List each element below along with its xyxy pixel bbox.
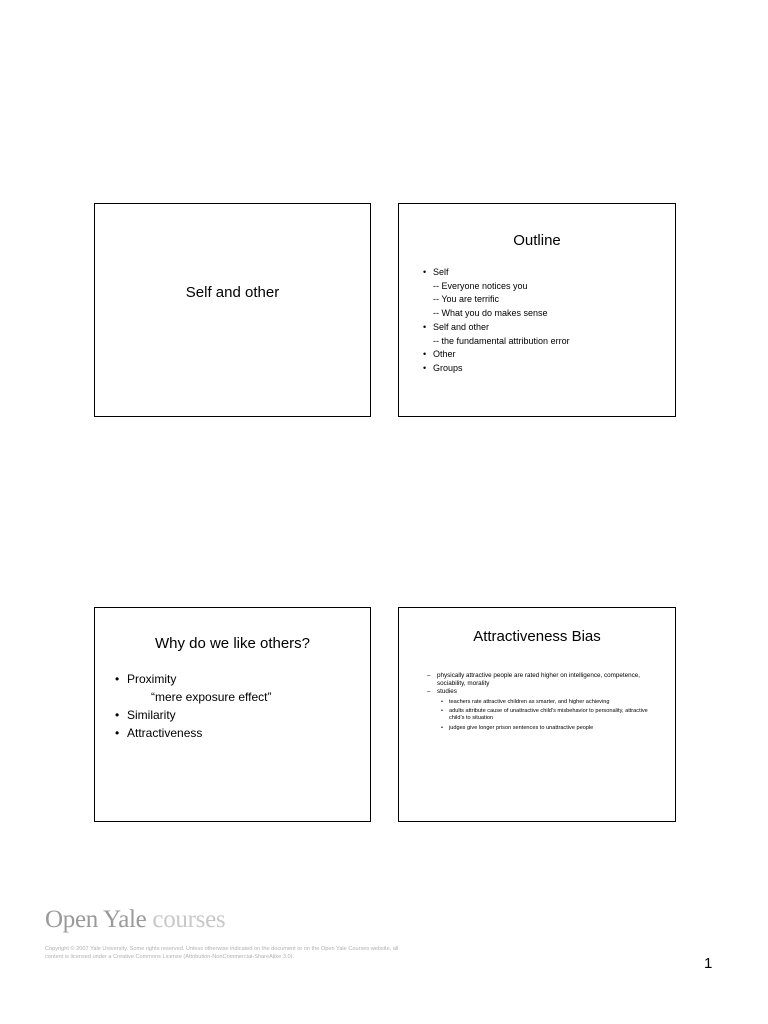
list-item: – studies [427,688,657,696]
list-item: “mere exposure effect” [151,690,272,704]
list-item: • Self [423,266,570,280]
bias-points [427,672,657,732]
slide-outline [398,203,676,417]
logo-main: Open Yale [45,906,147,933]
open-yale-logo [45,906,225,934]
list-item: • Attractiveness [115,724,272,742]
list-item: -- Everyone notices you [433,280,528,291]
slide-attractiveness-bias [398,607,676,822]
slide-title: Attractiveness Bias [473,628,601,645]
list-item: • Self and other [423,321,570,335]
list-item: • Other [423,348,570,362]
reasons-list [115,670,272,742]
outline-list [423,266,570,376]
slide-title: Why do we like others? [154,635,311,652]
list-item: • Similarity [115,706,272,724]
list-item: • adults attribute cause of unattractive child’s misbehavior to personality, attractive child’s to situation [427,708,657,723]
list-item: • Proximity [115,670,272,688]
slide-why-like-others [94,607,371,822]
slide-title: Self and other [185,284,280,301]
logo-accent: courses [152,906,226,933]
slide-self-and-other [94,203,371,417]
list-item: -- You are terrific [433,294,500,305]
list-item: • teachers rate attractive children as smarter, and higher achieving [427,699,657,706]
list-item: – physically attractive people are rated higher on intelligence, competence, sociability, morality [427,672,657,688]
page-number: 1 [704,955,713,972]
copyright-notice: Copyright © 2007 Yale University. Some rights reserved. Unless otherwise indicated on the document or on the Open Yale Courses website, all content is licensed under a Creative Commons License (Attribution-NonCommercial-ShareAlike 3.0). [45,946,399,960]
list-item: -- What you do makes sense [433,308,548,319]
list-item: • judges give longer prison sentences to unattractive people [427,725,657,732]
slide-title: Outline [513,232,561,249]
list-item: -- the fundamental attribution error [433,335,570,346]
list-item: • Groups [423,362,570,376]
